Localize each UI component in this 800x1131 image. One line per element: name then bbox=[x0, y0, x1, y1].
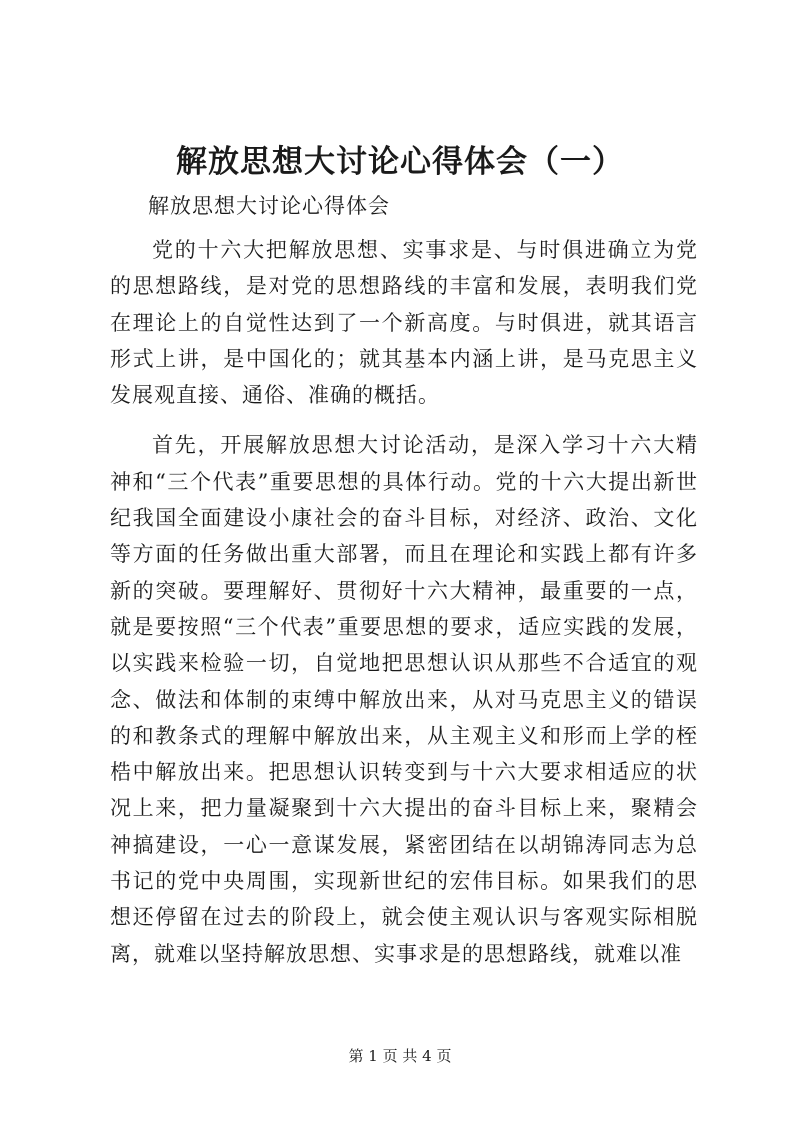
document-body bbox=[110, 232, 698, 972]
document-subtitle: 解放思想大讨论心得体会 bbox=[148, 194, 390, 218]
paragraph: 党的十六大把解放思想、实事求是、与时俱进确立为党的思想路线，是对党的思想路线的丰富和发展，表明我们党在理论上的自觉性达到了一个新高度。与时俱进，就其语言形式上讲，是中国化的；就其基本内涵上讲，是马克思主义发展观直接、通俗、准确的概括。 bbox=[110, 238, 698, 408]
paragraph: 首先，开展解放思想大讨论活动，是深入学习十六大精神和“三个代表”重要思想的具体行动。党的十六大提出新世纪我国全面建设小康社会的奋斗目标，对经济、政治、文化等方面的任务做出重大部署，而且在理论和实践上都有许多新的突破。要理解好、贯彻好十六大精神，最重要的一点，就是要按照“三个代表”重要思想的要求，适应实践的发展，以实践来检验一切，自觉地把思想认识从那些不合适宜的观念、做法和体制的束缚中解放出来，从对马克思主义的错误的和教条式的理解中解放出来，从主观主义和形而上学的桎梏中解放出来。把思想认识转变到与十六大要求相适应的状况上来，把力量凝聚到十六大提出的奋斗目标上来，聚精会神搞建设，一心一意谋发展，紧密团结在以胡锦涛同志为总书记的党中央周围，实现新世纪的宏伟目标。如果我们的思想还停留在过去的阶段上，就会使主观认识与客观实际相脱离，就难以坚持解放思想、实事求是的思想路线，就难以准 bbox=[110, 433, 698, 966]
document-title: 解放思想大讨论心得体会（一） bbox=[176, 144, 624, 180]
page-footer: 第 1 页 共 4 页 bbox=[348, 1047, 452, 1065]
